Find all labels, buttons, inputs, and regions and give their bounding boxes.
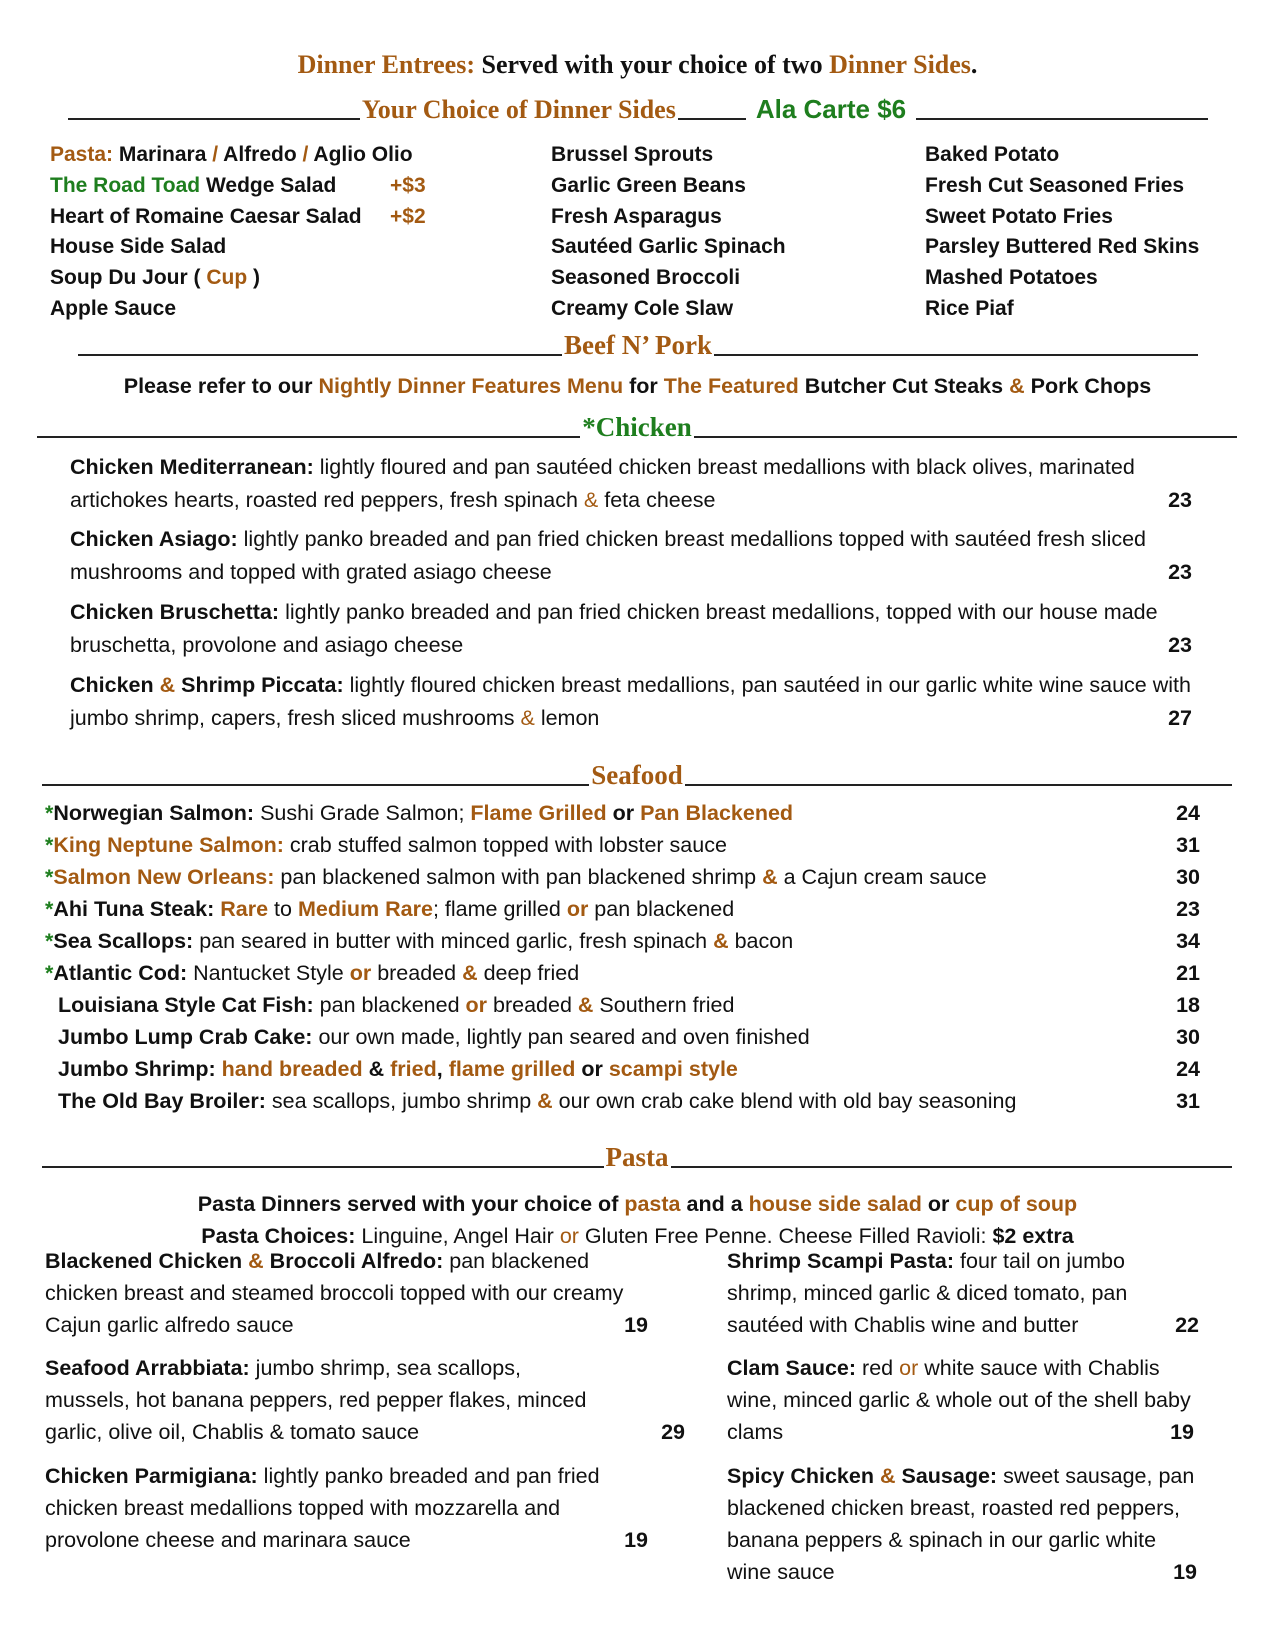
- sides-header: [68, 94, 1208, 125]
- menu-item: [58, 990, 1200, 1020]
- sides-title: Your Choice of Dinner Sides: [361, 95, 676, 124]
- item-desc: pan blackened chicken breast and steamed broccoli topped with our creamy Cajun garlic alfredo sauce: [45, 1249, 624, 1337]
- item-price: 23: [1168, 488, 1192, 512]
- item-name: Chicken: [70, 673, 154, 697]
- item-desc: a Cajun cream sauce: [783, 865, 987, 889]
- item-or: or: [612, 801, 635, 825]
- side-pasta-1: Marinara: [118, 143, 207, 166]
- beef-note-4: The Featured: [663, 374, 799, 398]
- pasta-note-text: Gluten Free Penne. Cheese Filled Ravioli:: [584, 1224, 987, 1248]
- item-desc: Sushi Grade Salmon;: [260, 801, 465, 825]
- item-price: 23: [1176, 897, 1200, 921]
- side-slash: /: [212, 143, 219, 166]
- side-caesar-text: Heart of Romaine Caesar Salad: [50, 204, 362, 228]
- rule-line: [714, 354, 1198, 356]
- pasta-note-price: $2 extra: [992, 1224, 1074, 1248]
- item-desc: lightly panko breaded and pan fried chicken breast medallions, topped with our house made bruschetta, provolone and asiago cheese: [70, 600, 1158, 657]
- item-amp: &: [520, 706, 535, 730]
- pasta-note-text: cup of soup: [955, 1192, 1078, 1216]
- item-to: to: [274, 897, 292, 921]
- item-price: 24: [1176, 1057, 1200, 1081]
- menu-item: [45, 862, 1200, 892]
- menu-item: [727, 1352, 1202, 1448]
- side-pasta-3: Aglio Olio: [313, 143, 413, 166]
- rule-line: [42, 784, 589, 786]
- sides-column-1: [50, 140, 470, 325]
- pasta-note-1: [0, 1192, 1275, 1217]
- item-desc: bacon: [734, 929, 794, 953]
- item-amp: &: [583, 488, 599, 512]
- item-price: 24: [1176, 801, 1200, 825]
- item-desc: lightly panko breaded and pan fried chicken breast medallions topped with mozzarella and provolone cheese and marinara sauce: [45, 1464, 600, 1552]
- item-desc: crab stuffed salmon topped with lobster sauce: [289, 833, 727, 857]
- side-soup-post: ): [253, 266, 261, 290]
- side-item: Rice Piaf: [925, 296, 1014, 320]
- pasta-note-text: house side salad: [748, 1192, 922, 1216]
- chicken-header: [37, 412, 1237, 443]
- item-desc: pan seared in butter with minced garlic, fresh spinach: [199, 929, 708, 953]
- item-name: Ahi Tuna Steak:: [53, 897, 215, 921]
- chicken-title: *Chicken: [582, 412, 692, 442]
- seafood-title: Seafood: [591, 760, 683, 790]
- menu-item: [70, 669, 1200, 735]
- item-option: fried: [390, 1057, 437, 1081]
- menu-item: [45, 1460, 648, 1556]
- item-or: or: [581, 1057, 603, 1081]
- item-name: Broccoli Alfredo:: [269, 1249, 444, 1273]
- item-amp: &: [159, 673, 176, 697]
- side-item: Fresh Cut Seasoned Fries: [925, 173, 1185, 197]
- rule-line: [694, 436, 1237, 438]
- menu-item: [727, 1245, 1197, 1341]
- side-apple: Apple Sauce: [50, 296, 177, 320]
- item-price: 34: [1176, 929, 1200, 953]
- entrees-period: .: [970, 50, 978, 79]
- item-desc: breaded: [493, 993, 572, 1017]
- entrees-sides: Dinner Sides: [829, 50, 971, 79]
- star-mark: *: [45, 929, 54, 953]
- entrees-label: Dinner Entrees:: [297, 50, 475, 79]
- menu-item: [45, 1245, 648, 1341]
- item-or: or: [566, 897, 589, 921]
- menu-item: [45, 798, 1200, 828]
- item-option: Flame Grilled: [470, 801, 607, 825]
- item-amp: &: [762, 865, 778, 889]
- item-name: King Neptune Salmon:: [53, 833, 284, 857]
- item-or: or: [349, 961, 372, 985]
- item-name: Shrimp Scampi Pasta:: [727, 1249, 955, 1273]
- side-wedge-label: The Road Toad: [50, 173, 201, 197]
- item-option: Pan Blackened: [640, 801, 794, 825]
- item-price: 30: [1176, 1025, 1200, 1049]
- beef-note-amp: &: [1009, 374, 1025, 398]
- item-name: Louisiana Style Cat Fish:: [58, 993, 314, 1017]
- ala-carte-price: Ala Carte $6: [755, 94, 907, 124]
- menu-item: [45, 1352, 685, 1448]
- side-soup-cup: Cup: [206, 266, 248, 290]
- item-desc: white sauce with Chablis wine, minced garlic & whole out of the shell baby clams: [727, 1356, 1191, 1444]
- item-price: 27: [1168, 706, 1192, 730]
- entrees-text: Served with your choice of two: [481, 50, 823, 79]
- item-name: Clam Sauce:: [727, 1356, 857, 1380]
- item-price: 19: [624, 1528, 648, 1552]
- menu-item: [70, 451, 1200, 517]
- item-name: Seafood Arrabbiata:: [45, 1356, 250, 1380]
- side-slash: /: [302, 143, 309, 166]
- side-pasta-2: Alfredo: [223, 143, 297, 166]
- item-desc: our own made, lightly pan seared and oven finished: [318, 1025, 810, 1049]
- star-mark: *: [45, 897, 54, 921]
- side-wedge: [50, 171, 470, 202]
- item-option: Medium Rare: [297, 897, 433, 921]
- side-item: Sweet Potato Fries: [925, 204, 1113, 228]
- item-name: The Old Bay Broiler:: [58, 1089, 266, 1113]
- item-name: Chicken Parmigiana:: [45, 1464, 258, 1488]
- item-name: Chicken Asiago:: [70, 527, 238, 551]
- item-desc: jumbo shrimp, sea scallops, mussels, hot banana peppers, red pepper flakes, minced garlic, olive oil, Chablis & tomato sauce: [45, 1356, 587, 1444]
- pasta-note-label: Pasta Choices:: [201, 1224, 356, 1248]
- rule-line: [916, 118, 1208, 120]
- sides-column-2: [551, 140, 786, 325]
- item-desc: pan blackened: [594, 897, 735, 921]
- side-wedge-text: Wedge Salad: [205, 173, 337, 197]
- item-price: 23: [1168, 633, 1192, 657]
- item-name: Jumbo Shrimp:: [58, 1057, 216, 1081]
- side-caesar-price: +$2: [390, 204, 426, 228]
- rule-line: [78, 354, 562, 356]
- item-desc: breaded: [377, 961, 457, 985]
- item-name: Sausage:: [901, 1464, 998, 1488]
- beef-note-1: Please refer to our: [123, 374, 313, 398]
- menu-item: [45, 830, 1200, 860]
- item-desc: Southern fried: [599, 993, 735, 1017]
- item-price: 19: [1173, 1560, 1197, 1584]
- item-amp: &: [248, 1249, 264, 1273]
- item-name: Salmon New Orleans:: [53, 865, 275, 889]
- item-comma: ,: [436, 1057, 443, 1081]
- item-amp: &: [537, 1089, 553, 1113]
- pasta-note-text: and a: [686, 1192, 743, 1216]
- item-amp: &: [879, 1464, 896, 1488]
- seafood-header: [42, 760, 1232, 791]
- entrees-intro: [0, 50, 1275, 80]
- rule-line: [68, 118, 360, 120]
- item-name: Blackened Chicken: [45, 1249, 243, 1273]
- item-price: 31: [1176, 833, 1200, 857]
- item-or: or: [899, 1356, 919, 1380]
- menu-item: [45, 926, 1200, 956]
- beef-note-6: Pork Chops: [1030, 374, 1152, 398]
- rule-line: [685, 784, 1232, 786]
- item-name: Sea Scallops:: [53, 929, 194, 953]
- item-price: 19: [1170, 1420, 1194, 1444]
- side-item: Baked Potato: [925, 143, 1060, 166]
- side-soup: [50, 263, 470, 294]
- side-caesar: [50, 202, 470, 233]
- item-option: Rare: [220, 897, 269, 921]
- star-mark: *: [45, 833, 54, 857]
- side-house: House Side Salad: [50, 235, 227, 259]
- side-item: Parsley Buttered Red Skins: [925, 235, 1200, 259]
- beef-note-5: Butcher Cut Steaks: [804, 374, 1004, 398]
- item-desc: lightly panko breaded and pan fried chicken breast medallions topped with sautéed fresh sliced mushrooms and topped with grated asiago cheese: [70, 527, 1147, 584]
- side-wedge-price: +$3: [390, 173, 426, 197]
- item-desc: pan blackened salmon with pan blackened shrimp: [280, 865, 757, 889]
- item-name: Spicy Chicken: [727, 1464, 874, 1488]
- item-desc: four tail on jumbo shrimp, minced garlic & diced tomato, pan sautéed with Chablis wine and butter: [727, 1249, 1128, 1337]
- item-option: scampi style: [608, 1057, 738, 1081]
- item-desc: Nantucket Style: [193, 961, 344, 985]
- beef-header: [78, 330, 1198, 361]
- pasta-note-or: or: [559, 1224, 579, 1248]
- item-price: 29: [661, 1420, 685, 1444]
- item-price: 30: [1176, 865, 1200, 889]
- star-mark: *: [45, 801, 54, 825]
- side-item: Fresh Asparagus: [551, 204, 722, 228]
- item-amp: &: [462, 961, 478, 985]
- menu-item: [58, 1022, 1200, 1052]
- pasta-note-text: Linguine, Angel Hair: [361, 1224, 554, 1248]
- pasta-note-text: or: [927, 1192, 950, 1216]
- menu-item: [70, 523, 1200, 589]
- item-desc: lemon: [540, 706, 600, 730]
- side-item: Creamy Cole Slaw: [551, 296, 734, 320]
- beef-note-3: for: [629, 374, 658, 398]
- item-name: Norwegian Salmon:: [53, 801, 255, 825]
- star-mark: *: [45, 865, 54, 889]
- pasta-title: Pasta: [605, 1142, 669, 1172]
- item-desc: red: [862, 1356, 894, 1380]
- pasta-header: [42, 1142, 1232, 1173]
- beef-note: [0, 374, 1275, 399]
- pasta-note-text: Pasta Dinners served with your choice of: [197, 1192, 619, 1216]
- pasta-note-text: pasta: [624, 1192, 681, 1216]
- rule-line: [671, 1166, 1233, 1168]
- item-price: 23: [1168, 560, 1192, 584]
- item-or: or: [465, 993, 488, 1017]
- item-desc: lightly floured chicken breast medallions, pan sautéed in our garlic white wine sauce with jumbo shrimp, capers, fresh sliced mushrooms: [70, 673, 1191, 730]
- item-name: Jumbo Lump Crab Cake:: [58, 1025, 313, 1049]
- menu-item: [45, 958, 1200, 988]
- star-mark: *: [45, 961, 54, 985]
- menu-item: [58, 1086, 1200, 1116]
- side-item: Brussel Sprouts: [551, 143, 714, 166]
- item-option: flame grilled: [448, 1057, 576, 1081]
- sides-column-3: [925, 140, 1199, 325]
- side-item: Seasoned Broccoli: [551, 266, 741, 290]
- side-pasta-label: Pasta:: [50, 143, 114, 166]
- menu-item: [45, 894, 1200, 924]
- side-item: Mashed Potatoes: [925, 266, 1098, 290]
- item-amp: &: [713, 929, 729, 953]
- item-desc: sea scallops, jumbo shrimp: [271, 1089, 532, 1113]
- menu-item: [70, 596, 1192, 662]
- beef-note-2: Nightly Dinner Features Menu: [318, 374, 624, 398]
- side-item: Sautéed Garlic Spinach: [551, 235, 786, 259]
- side-soup-pre: Soup Du Jour (: [50, 266, 201, 290]
- item-name: Chicken Mediterranean:: [70, 455, 314, 479]
- side-item: Garlic Green Beans: [551, 173, 746, 197]
- item-price: 18: [1176, 993, 1200, 1017]
- rule-line: [37, 436, 580, 438]
- item-price: 19: [624, 1313, 648, 1337]
- item-amp: &: [368, 1057, 385, 1081]
- menu-item: [58, 1054, 1200, 1084]
- item-amp: &: [577, 993, 594, 1017]
- item-name: Chicken Bruschetta:: [70, 600, 280, 624]
- item-desc: pan blackened: [319, 993, 460, 1017]
- item-desc: feta cheese: [604, 488, 716, 512]
- item-name: Shrimp Piccata:: [181, 673, 344, 697]
- item-price: 21: [1176, 961, 1200, 985]
- item-desc: our own crab cake blend with old bay seasoning: [558, 1089, 1017, 1113]
- item-desc: lightly floured and pan sautéed chicken breast medallions with black olives, marinated artichokes hearts, roasted red peppers, fresh spinach: [70, 455, 1135, 512]
- menu-item: [727, 1460, 1197, 1588]
- item-name: Atlantic Cod:: [53, 961, 188, 985]
- beef-title: Beef N’ Pork: [564, 330, 712, 360]
- item-price: 22: [1175, 1313, 1199, 1337]
- side-pasta: [50, 140, 470, 171]
- item-desc: ; flame grilled: [432, 897, 561, 921]
- item-option: hand breaded: [221, 1057, 363, 1081]
- item-price: 31: [1176, 1089, 1200, 1113]
- rule-line: [678, 118, 746, 120]
- rule-line: [42, 1166, 604, 1168]
- item-desc: deep fried: [483, 961, 580, 985]
- item-desc: sweet sausage, pan blackened chicken breast, roasted red peppers, banana peppers & spinach in our garlic white wine sauce: [727, 1464, 1195, 1584]
